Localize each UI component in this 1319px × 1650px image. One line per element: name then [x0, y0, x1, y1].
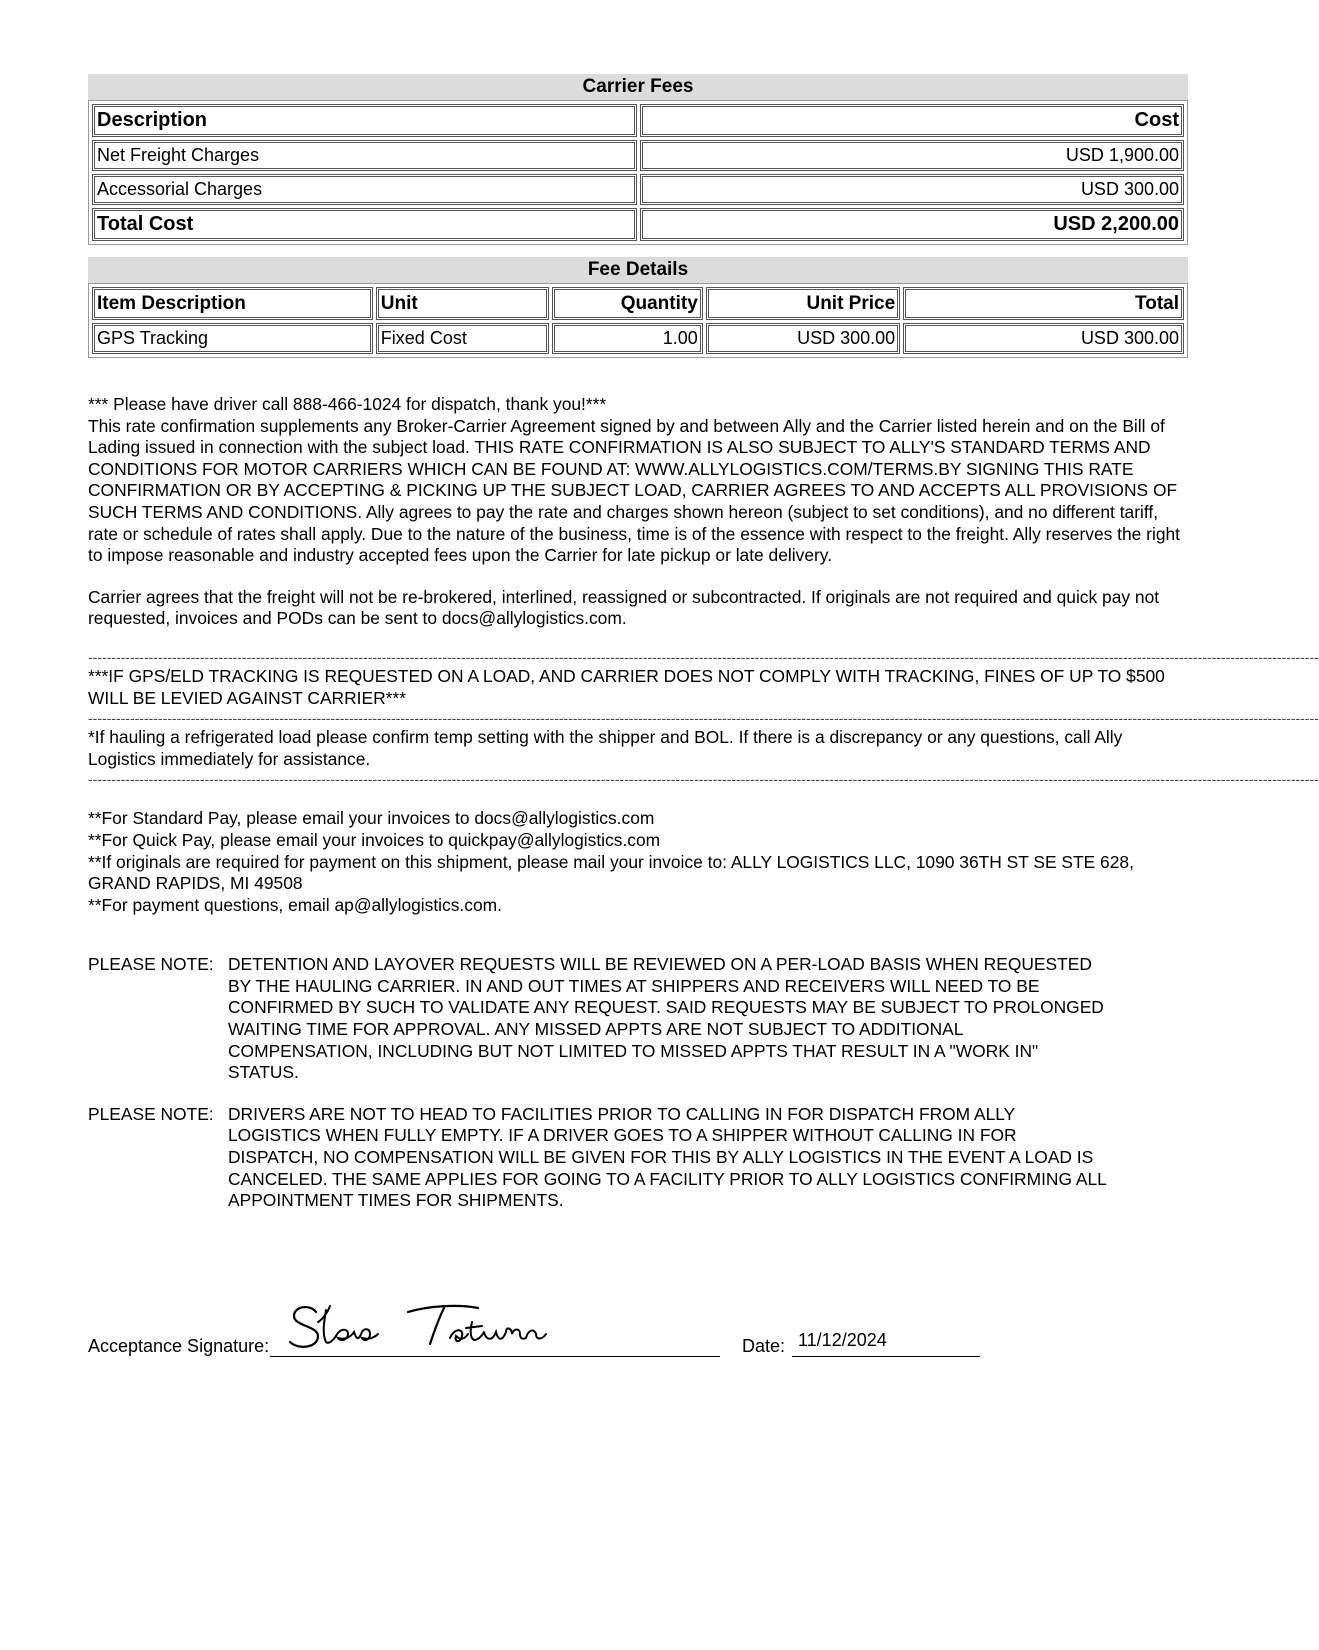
please-note-label: PLEASE NOTE:: [88, 1103, 214, 1124]
dispatch-line: *** Please have driver call 888-466-1024 for dispatch, thank you!***: [88, 394, 607, 414]
cost-header: Cost: [640, 104, 1185, 137]
total-value: USD 2,200.00: [640, 208, 1185, 241]
date-label: Date:: [742, 1336, 786, 1356]
divider: ------------------------------------------------------------------------------------------------------------------------------------------------------------------------------------------------------------------------------------------------------------------------: [88, 771, 1319, 788]
handwritten-signature: [288, 1298, 558, 1358]
fee-description: Net Freight Charges: [92, 140, 637, 171]
subcontract-paragraph: Carrier agrees that the freight will not be re-brokered, interlined, reassigned or subcontracted. If originals are not required and quick pay not requested, invoices and PODs can be sent to docs@allylogistics.com.: [88, 586, 1160, 629]
quantity: 1.00: [552, 323, 703, 354]
fee-cost: USD 1,900.00: [640, 140, 1185, 171]
please-note-dispatch: [88, 1104, 1188, 1212]
fee-cost: USD 300.00: [640, 174, 1185, 205]
gps-warning: ***IF GPS/ELD TRACKING IS REQUESTED ON A LOAD, AND CARRIER DOES NOT COMPLY WITH TRACKING, FINES OF UP TO $500 WILL BE LEVIED AGAINST CARRIER***: [88, 665, 1165, 708]
table-row: [92, 323, 1184, 354]
table-header-row: [92, 104, 1184, 137]
date-value: 11/12/2024: [798, 1330, 887, 1350]
please-note-text: DRIVERS ARE NOT TO HEAD TO FACILITIES PRIOR TO CALLING IN FOR DISPATCH FROM ALLY LOGISTICS WHEN FULLY EMPTY. IF A DRIVER GOES TO A SHIPPER WITHOUT CALLING IN FOR DISPATCH, NO COMPENSATION WILL BE GIVEN FOR THIS BY ALLY LOGISTICS IN THE EVENT A LOAD IS CANCELED. THE SAME APPLIES FOR GOING TO A FACILITY PRIOR TO ALLY LOGISTICS CONFIRMING ALL APPOINTMENT TIMES FOR SHIPMENTS.: [228, 1103, 1107, 1211]
item-description: GPS Tracking: [92, 323, 373, 354]
terms-section: [88, 394, 1319, 1212]
fee-details-table: [88, 283, 1188, 358]
fee-description: Accessorial Charges: [92, 174, 637, 205]
table-row: [92, 140, 1184, 171]
divider: ------------------------------------------------------------------------------------------------------------------------------------------------------------------------------------------------------------------------------------------------------------------------: [88, 710, 1319, 727]
unit-header: Unit: [376, 287, 549, 320]
quick-pay-line: **For Quick Pay, please email your invoices to quickpay@allylogistics.com: [88, 829, 661, 850]
standard-pay-line: **For Standard Pay, please email your invoices to docs@allylogistics.com: [88, 808, 655, 829]
unit: Fixed Cost: [376, 323, 549, 354]
quantity-header: Quantity: [552, 287, 703, 320]
payment-questions-line: **For payment questions, email ap@allylogistics.com.: [88, 894, 502, 915]
total-header: Total: [903, 287, 1184, 320]
carrier-fees-title: Carrier Fees: [88, 74, 1188, 100]
table-row: [92, 174, 1184, 205]
please-note-label: PLEASE NOTE:: [88, 954, 214, 975]
unit-price: USD 300.00: [706, 323, 900, 354]
acceptance-signature-label: Acceptance Signature:: [88, 1336, 270, 1356]
total-label: Total Cost: [92, 208, 637, 241]
originals-line: **If originals are required for payment on this shipment, please mail your invoice to: ALLY LOGISTICS LLC, 1090 36TH ST SE STE 628, GRAND RAPIDS, MI 49508: [88, 851, 1134, 894]
please-note-text: DETENTION AND LAYOVER REQUESTS WILL BE REVIEWED ON A PER-LOAD BASIS WHEN REQUESTED BY THE HAULING CARRIER. IN AND OUT TIMES AT SHIPPERS AND RECEIVERS WILL NEED TO BE CONFIRMED BY SUCH TO VALIDATE ANY REQUEST. SAID REQUESTS MAY BE SUBJECT TO PROLONGED WAITING TIME FOR APPROVAL. ANY MISSED APPTS ARE NOT SUBJECT TO ADDITIONAL COMPENSATION, INCLUDING BUT NOT LIMITED TO MISSED APPTS THAT RESULT IN A "WORK IN" STATUS.: [228, 954, 1104, 1083]
total-row: [92, 208, 1184, 241]
signature-row: [88, 1310, 1188, 1370]
terms-paragraph: This rate confirmation supplements any Broker-Carrier Agreement signed by and between Ally and the Carrier listed herein and on the Bill of Lading issued in connection with the subject load. THIS RATE CONFIRMATION IS ALSO SUBJECT TO ALLY'S STANDARD TERMS AND CONDITIONS FOR MOTOR CARRIERS WHICH CAN BE FOUND AT: WWW.ALLYLOGISTICS.COM/TERMS.BY SIGNING THIS RATE CONFIRMATION OR BY ACCEPTING & PICKING UP THE SUBJECT LOAD, CARRIER AGREES TO AND ACCEPTS ALL PROVISIONS OF SUCH TERMS AND CONDITIONS. Ally agrees to pay the rate and charges shown hereon (subject to set conditions), and no different tariff, rate or schedule of rates shall apply. Due to the nature of the business, time is of the essence with respect to the freight. Ally reserves the right to impose reasonable and industry accepted fees upon the Carrier for late pickup or late delivery.: [88, 415, 1181, 566]
item-description-header: Item Description: [92, 287, 373, 320]
divider: ------------------------------------------------------------------------------------------------------------------------------------------------------------------------------------------------------------------------------------------------------------------------: [88, 648, 1319, 665]
description-header: Description: [92, 104, 637, 137]
please-note-detention: [88, 954, 1188, 1084]
fee-details-title: Fee Details: [88, 257, 1188, 283]
reefer-note: *If hauling a refrigerated load please confirm temp setting with the shipper and BOL. If there is a discrepancy or any questions, call Ally Logistics immediately for assistance.: [88, 727, 1123, 769]
table-header-row: [92, 287, 1184, 320]
rate-confirmation-page: [88, 74, 1319, 1212]
line-total: USD 300.00: [903, 323, 1184, 354]
unit-price-header: Unit Price: [706, 287, 900, 320]
carrier-fees-table: [88, 100, 1188, 245]
date-line[interactable]: [792, 1356, 980, 1357]
